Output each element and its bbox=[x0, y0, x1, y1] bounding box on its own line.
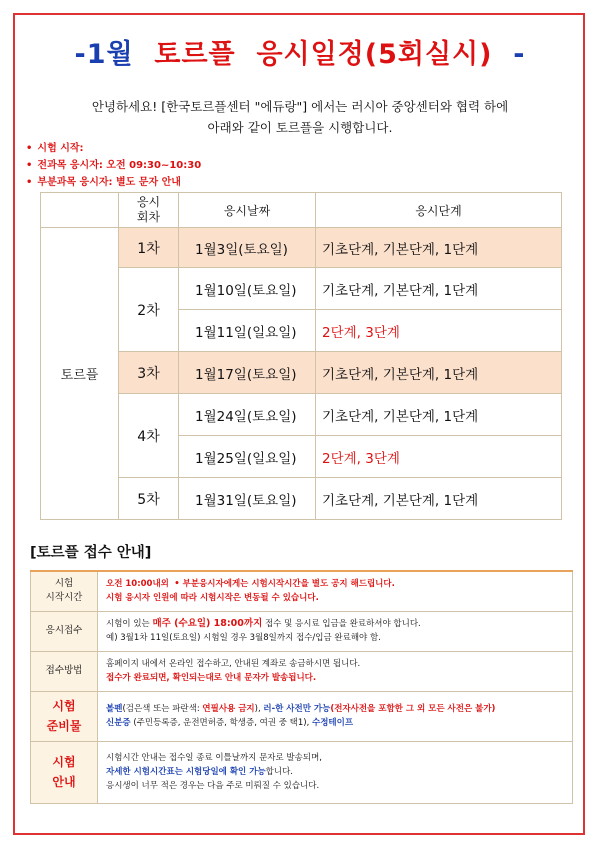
start-time-content: 오전 10:00내외 • 부분응시자에게는 시험시작시간을 별도 공지 해드립니다. 시험 응시자 인원에 따라 시험시작은 변동될 수 있습니다. bbox=[98, 571, 573, 611]
bullet-item: • 부분과목 응시자: 별도 문자 안내 bbox=[26, 174, 201, 191]
round-cell: 1차 bbox=[119, 228, 179, 268]
notice-content: 시험시간 안내는 접수일 종료 이틀날까지 문자로 발송되며, 자세한 시험시간표는 시험당일에 확인 가능합니다. 응시생이 너무 적은 경우는 다음 주로 미뤄질 수 있습니다. bbox=[98, 741, 573, 803]
intro-text bbox=[40, 96, 560, 138]
bullet-list bbox=[26, 140, 201, 191]
label-supplies: 시험 준비물 bbox=[31, 691, 98, 741]
title-dash-right: - bbox=[513, 39, 526, 70]
date-cell: 1월3일(토요일) bbox=[179, 228, 316, 268]
label-start-time: 시험 시작시간 bbox=[31, 571, 98, 611]
stage-cell: 기초단계, 기본단계, 1단계 bbox=[316, 268, 562, 310]
round-cell: 2차 bbox=[119, 268, 179, 352]
bullet-item: • 시험 시작: bbox=[26, 140, 201, 157]
stage-cell: 2단계, 3단계 bbox=[316, 436, 562, 478]
title-dash-left: -1월 bbox=[74, 39, 134, 70]
intro-line-1: 안녕하세요! [한국토르플센터 "에듀랑"] 에서는 러시아 중앙센터와 협력 하에 bbox=[91, 99, 509, 114]
title-paren: (5회실시) bbox=[364, 39, 493, 70]
date-cell: 1월11일(일요일) bbox=[179, 310, 316, 352]
stage-cell: 2단계, 3단계 bbox=[316, 310, 562, 352]
label-register: 응시접수 bbox=[31, 611, 98, 651]
exam-name-cell: 토르플 bbox=[41, 228, 119, 520]
schedule-table bbox=[40, 192, 562, 520]
register-content: 시험이 있는 매주 (수요일) 18:00까지 접수 및 응시료 입금을 완료하셔야 합니다. 예) 3월1차 11일(토요일) 시험일 경우 3월8일까지 접수/입금 완료해야 함. bbox=[98, 611, 573, 651]
page-title bbox=[0, 32, 600, 71]
title-word-schedule: 응시일정 bbox=[256, 39, 365, 70]
method-content: 홈페이지 내에서 온라인 접수하고, 안내된 계좌로 송금하시면 됩니다. 접수가 완료되면, 확인되는대로 안내 문자가 발송됩니다. bbox=[98, 651, 573, 691]
bullet-item: • 전과목 응시자: 오전 09:30~10:30 bbox=[26, 157, 201, 174]
registration-info-table bbox=[30, 570, 573, 804]
stage-cell: 기초단계, 기본단계, 1단계 bbox=[316, 478, 562, 520]
round-cell: 5차 bbox=[119, 478, 179, 520]
date-cell: 1월17일(토요일) bbox=[179, 352, 316, 394]
header-stage: 응시단계 bbox=[316, 193, 562, 228]
header-date: 응시날짜 bbox=[179, 193, 316, 228]
header-empty bbox=[41, 193, 119, 228]
label-method: 접수방법 bbox=[31, 651, 98, 691]
title-word-toefl: 토르플 bbox=[154, 39, 236, 70]
stage-cell: 기초단계, 기본단계, 1단계 bbox=[316, 228, 562, 268]
date-cell: 1월10일(토요일) bbox=[179, 268, 316, 310]
round-cell: 3차 bbox=[119, 352, 179, 394]
round-cell: 4차 bbox=[119, 394, 179, 478]
date-cell: 1월31일(토요일) bbox=[179, 478, 316, 520]
stage-cell: 기초단계, 기본단계, 1단계 bbox=[316, 352, 562, 394]
label-notice: 시험 안내 bbox=[31, 741, 98, 803]
date-cell: 1월25일(일요일) bbox=[179, 436, 316, 478]
header-round: 응시 회차 bbox=[119, 193, 179, 228]
supplies-content: 볼펜(검은색 또는 파란색: 연필사용 금지), 러-한 사전만 가능(전자사전을 포함한 그 외 모든 사전은 불가) 신분증 (주민등록증, 운전면허증, 학생증, 여권 중 택1), 수정테이프 bbox=[98, 691, 573, 741]
stage-cell: 기초단계, 기본단계, 1단계 bbox=[316, 394, 562, 436]
intro-line-2: 아래와 같이 토르플을 시행합니다. bbox=[207, 120, 393, 135]
section-title: [토르플 접수 안내] bbox=[30, 545, 152, 561]
date-cell: 1월24일(토요일) bbox=[179, 394, 316, 436]
